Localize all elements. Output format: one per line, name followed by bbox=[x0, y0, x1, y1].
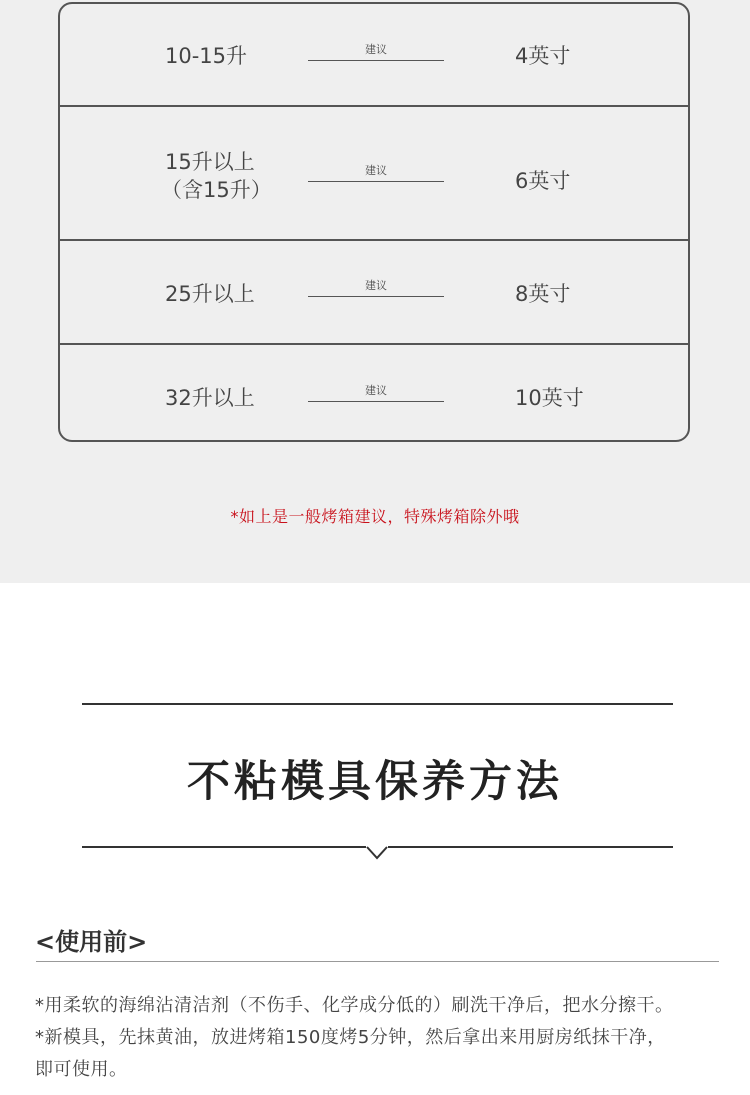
oven-capacity: 32升以上 bbox=[165, 386, 255, 410]
mold-size: 10英寸 bbox=[515, 386, 584, 410]
chevron-down-icon bbox=[366, 846, 388, 860]
special-oven-note: *如上是一般烤箱建议，特殊烤箱除外哦 bbox=[230, 507, 520, 526]
suggest-label: 建议 bbox=[308, 385, 444, 402]
table-row bbox=[60, 345, 688, 440]
oven-capacity: 10-15升 bbox=[165, 44, 248, 68]
heading-divider bbox=[36, 961, 719, 962]
mold-size: 8英寸 bbox=[515, 282, 571, 306]
suggest-label: 建议 bbox=[308, 165, 444, 182]
suggest-label: 建议 bbox=[308, 44, 444, 61]
table-row bbox=[60, 4, 688, 107]
mold-size: 4英寸 bbox=[515, 44, 571, 68]
suggest-label: 建议 bbox=[308, 280, 444, 297]
title-top-divider bbox=[82, 703, 673, 705]
before-use-instructions bbox=[35, 990, 735, 1086]
table-row bbox=[60, 107, 688, 241]
instruction-line: 即可使用。 bbox=[35, 1059, 128, 1080]
oven-capacity: 25升以上 bbox=[165, 282, 255, 306]
instruction-line: *用柔软的海绵沾清洁剂（不伤手、化学成分低的）刷洗干净后，把水分擦干。 bbox=[35, 995, 674, 1016]
oven-mold-size-table bbox=[58, 2, 690, 442]
section-title: 不粘模具保养方法 bbox=[187, 757, 563, 807]
oven-capacity: 15升以上 bbox=[165, 150, 255, 174]
table-row bbox=[60, 241, 688, 345]
before-use-heading: <使用前> bbox=[35, 928, 148, 956]
instruction-line: *新模具，先抹黄油，放进烤箱150度烤5分钟，然后拿出来用厨房纸抹干净， bbox=[35, 1027, 666, 1048]
oven-capacity-note: （含15升） bbox=[161, 178, 272, 202]
mold-size: 6英寸 bbox=[515, 169, 571, 193]
